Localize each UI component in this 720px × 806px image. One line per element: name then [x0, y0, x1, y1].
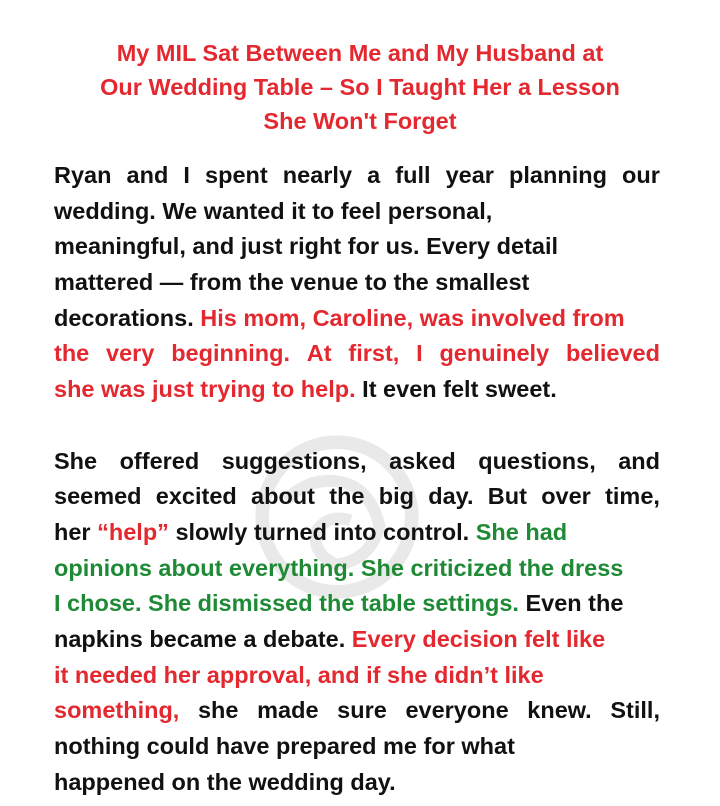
word: a [367, 162, 381, 188]
word: time, [605, 483, 660, 510]
word: But [487, 483, 527, 510]
paragraph-1 [54, 158, 660, 408]
story-body [54, 158, 660, 800]
p2-line-9: nothing could have prepared me for what [54, 733, 515, 759]
p1-line-6 [54, 336, 660, 372]
p2-line-4: opinions about everything. She criticized the dress [54, 554, 624, 581]
title-line-3: She Won't Forget [263, 108, 457, 134]
word: year [445, 162, 494, 188]
word: day. [428, 483, 474, 510]
p1-line-1 [54, 158, 660, 194]
p2-line-10: happened on the wedding day. [54, 768, 396, 795]
word: she [197, 697, 239, 724]
p1-line-2: wedding. We wanted it to feel personal, [54, 197, 493, 224]
word: Ryan [54, 162, 112, 188]
p2-line-7: it needed her approval, and if she didn’t like [54, 661, 544, 688]
p2-line-6-black: napkins became a debate. [54, 625, 346, 652]
paragraph-2 [54, 444, 660, 801]
p2-line-3-a: her [54, 518, 91, 545]
word: planning [509, 162, 607, 188]
word: believed [565, 340, 660, 367]
word: suggestions, [221, 447, 367, 474]
word: At [306, 340, 332, 367]
p2-line-1 [54, 444, 660, 480]
p2-line-6 [54, 622, 660, 658]
p1-line-5-red: His mom, Caroline, was involved from [200, 304, 625, 331]
word: asked [389, 447, 456, 474]
p2-line-5-green: I chose. She dismissed the table settings. [54, 590, 519, 617]
word: questions, [478, 447, 596, 474]
p1-line-4: mattered — from the venue to the smallest [54, 269, 530, 296]
p2-line-8 [54, 693, 660, 729]
p2-line-5-black: Even the [525, 590, 624, 617]
title-line-2: Our Wedding Table – So I Taught Her a Lesson [100, 74, 620, 100]
word: sure [337, 697, 387, 724]
story-title [60, 36, 660, 138]
word: spent [205, 162, 268, 188]
word: our [622, 162, 660, 188]
p2-line-6-red: Every decision felt like [351, 625, 606, 652]
word: over [541, 483, 591, 510]
p2-line-3-b: slowly turned into control. [175, 518, 470, 545]
title-line-1: My MIL Sat Between Me and My Husband at [116, 40, 604, 66]
word: excited [155, 483, 237, 510]
word: big [378, 483, 414, 510]
word: the [329, 483, 365, 510]
word: first, [348, 340, 400, 367]
p2-line-5 [54, 586, 660, 622]
p2-line-3-green: She had [475, 518, 568, 545]
p2-line-8-red: something, [54, 697, 180, 724]
p1-line-3: meaningful, and just right for us. Every detail [54, 233, 559, 260]
word: everyone [405, 697, 509, 724]
word: Still, [610, 697, 660, 724]
word: I [416, 340, 423, 367]
word: genuinely [439, 340, 550, 367]
word: the [54, 340, 90, 367]
paragraph-gap [54, 408, 660, 444]
p1-line-5 [54, 301, 660, 337]
word: and [618, 447, 660, 474]
word: beginning. [171, 340, 290, 367]
word: offered [119, 447, 200, 474]
word: and [126, 162, 169, 188]
p1-line-7-black: It even felt sweet. [362, 376, 557, 403]
p1-line-7-red: she was just trying to help. [54, 376, 356, 403]
word: about [251, 483, 315, 510]
word: seemed [54, 483, 142, 510]
p2-line-2 [54, 479, 660, 515]
word: nearly [282, 162, 353, 188]
word: knew. [527, 697, 592, 724]
p1-line-5-black: decorations. [54, 304, 194, 331]
word: full [395, 162, 431, 188]
p2-line-3 [54, 515, 660, 551]
p1-line-7 [54, 372, 660, 408]
word: very [106, 340, 155, 367]
p2-line-3-quote: “help” [97, 518, 169, 545]
word: made [257, 697, 319, 724]
word: She [54, 447, 98, 474]
word: I [183, 162, 190, 188]
